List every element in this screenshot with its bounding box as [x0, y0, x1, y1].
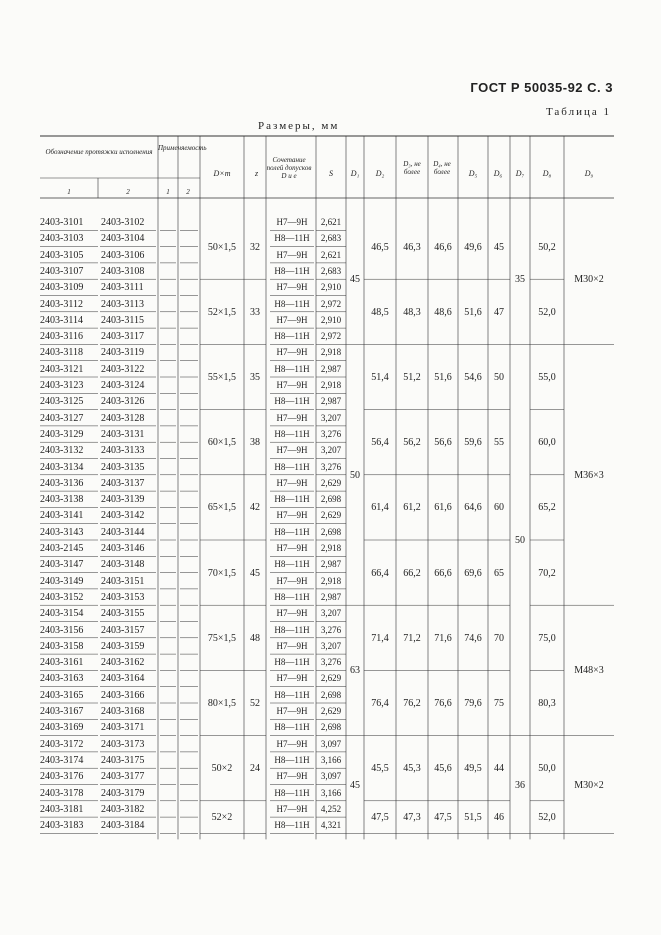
row-code-2: 2403-3108 [101, 265, 145, 277]
row-s-value: 3,207 [320, 640, 342, 651]
group-d5: 79,6 [464, 698, 482, 709]
row-code-2: 2403-3102 [101, 217, 145, 228]
row-code-2: 2403-3135 [101, 461, 145, 473]
row-s-value: 2,698 [320, 689, 342, 700]
row-s-value: 2,918 [320, 575, 342, 586]
row-s-value: 2,918 [320, 380, 342, 390]
group-d8: 80,3 [538, 698, 556, 709]
row-code-2: 2403-3137 [101, 477, 145, 489]
d1-value: 63 [350, 665, 360, 677]
row-tolerance: H7—9H [276, 217, 308, 227]
row-s-value: 4,252 [320, 803, 342, 814]
group-d5: 64,6 [464, 502, 482, 514]
row-code-1: 2403-3163 [40, 673, 84, 685]
row-s-value: 3,276 [320, 657, 342, 668]
col-d1-header: D₁ [350, 169, 360, 178]
row-code-1: 2403-3103 [40, 233, 84, 245]
row-tolerance: H8—11H [274, 754, 310, 765]
d9-value: M30×2 [574, 274, 604, 286]
group-d3: 51,2 [403, 372, 421, 383]
row-code-1: 2403-3141 [40, 510, 84, 522]
row-code-1: 2403-3127 [40, 412, 84, 424]
row-code-1: 2403-3154 [40, 608, 84, 620]
row-code-1: 2403-3149 [40, 575, 84, 587]
page-header: ГОСТ Р 50035-92 С. 3 [470, 80, 613, 95]
col-d3-header: D₃, не более [403, 160, 421, 176]
row-code-1: 2403-3143 [40, 526, 84, 538]
row-s-value: 3,166 [320, 754, 342, 765]
group-dxm: 52×2 [211, 812, 233, 824]
group-d6: 44 [494, 763, 504, 775]
col-s-header: S [329, 169, 333, 178]
d1-value: 45 [350, 274, 360, 286]
group-d4: 56,6 [434, 437, 452, 449]
row-code-2: 2403-3179 [101, 787, 145, 799]
group-d8: 50,2 [538, 241, 556, 253]
row-code-2: 2403-3159 [101, 640, 145, 652]
row-s-value: 3,166 [320, 787, 342, 798]
group-d3: 76,2 [403, 698, 421, 709]
row-tolerance: H8—11H [274, 298, 310, 309]
row-code-1: 2403-3181 [40, 803, 84, 815]
row-s-value: 3,097 [320, 771, 342, 782]
d7-value: 35 [515, 274, 525, 286]
group-d6: 75 [494, 698, 504, 709]
row-code-1: 2403-3121 [40, 363, 84, 375]
row-s-value: 2,629 [320, 673, 342, 684]
group-d8: 60,0 [538, 437, 556, 449]
group-dxm: 60×1,5 [207, 437, 237, 449]
group-d3: 56,2 [403, 437, 421, 449]
group-d2: 56,4 [371, 437, 389, 449]
row-s-value: 2,629 [320, 477, 342, 488]
row-code-2: 2403-3126 [101, 396, 145, 408]
group-d2: 76,4 [371, 698, 389, 709]
col-d5-header: D₅ [468, 169, 478, 178]
group-d2: 45,5 [371, 763, 389, 775]
col-num-4: 2 [186, 188, 190, 196]
group-d8: 50,0 [538, 763, 556, 775]
row-tolerance: H7—9H [276, 249, 308, 260]
row-s-value: 2,987 [320, 559, 342, 570]
row-code-2: 2403-3139 [101, 494, 145, 506]
group-z: 38 [250, 437, 260, 449]
row-code-2: 2403-3148 [101, 559, 145, 571]
group-d5: 49,5 [464, 763, 482, 775]
group-d3: 46,3 [403, 241, 421, 253]
group-dxm: 50×2 [211, 763, 233, 775]
row-tolerance: H8—11H [274, 591, 310, 602]
row-s-value: 4,321 [320, 820, 342, 831]
row-code-1: 2403-3105 [40, 249, 84, 261]
sizes-label: Размеры, мм [258, 120, 340, 132]
row-s-value: 2,972 [320, 298, 342, 309]
row-s-value: 2,698 [320, 494, 342, 505]
row-s-value: 3,276 [320, 461, 342, 472]
row-code-2: 2403-3162 [101, 657, 145, 669]
col-d2-header: D₂ [375, 169, 385, 178]
group-d6: 60 [494, 502, 504, 514]
row-code-1: 2403-3152 [40, 591, 84, 603]
row-s-value: 3,207 [320, 445, 342, 456]
col-z-header: z [254, 169, 259, 178]
row-tolerance: H7—9H [276, 510, 308, 521]
group-dxm: 65×1,5 [207, 502, 237, 514]
col-num-2: 2 [126, 188, 130, 196]
group-d3: 71,2 [403, 632, 421, 644]
row-s-value: 3,097 [320, 738, 342, 749]
row-tolerance: H8—11H [274, 396, 310, 407]
row-tolerance: H7—9H [276, 347, 308, 358]
group-dxm: 52×1,5 [207, 306, 237, 318]
row-code-2: 2403-3128 [101, 412, 145, 424]
row-code-1: 2403-3134 [40, 461, 84, 473]
row-code-1: 2403-3112 [40, 298, 83, 310]
row-tolerance: H8—11H [274, 428, 310, 439]
row-code-2: 2403-3173 [101, 738, 145, 750]
row-code-1: 2403-3183 [40, 820, 84, 832]
col-d8-header: D₈ [542, 169, 552, 178]
row-s-value: 2,910 [320, 314, 342, 325]
row-tolerance: H7—9H [276, 608, 308, 619]
group-z: 32 [250, 241, 260, 253]
row-tolerance: H8—11H [274, 722, 310, 733]
row-code-1: 2403-3156 [40, 624, 84, 636]
group-d2: 46,5 [371, 241, 389, 253]
group-dxm: 80×1,5 [207, 698, 237, 709]
group-z: 45 [250, 567, 260, 579]
group-d6: 45 [494, 241, 504, 253]
group-d6: 65 [494, 567, 504, 579]
row-tolerance: H8—11H [274, 494, 310, 505]
row-code-2: 2403-3142 [101, 510, 145, 522]
row-code-1: 2403-3132 [40, 445, 84, 457]
group-d2: 47,5 [371, 812, 389, 824]
row-code-2: 2403-3155 [101, 608, 145, 620]
row-tolerance: H7—9H [276, 314, 308, 325]
col-num-1: 1 [67, 188, 71, 196]
row-tolerance: H7—9H [276, 380, 308, 390]
row-code-1: 2403-3136 [40, 477, 84, 489]
row-code-2: 2403-3133 [101, 445, 145, 457]
table-label: Таблица 1 [545, 106, 611, 118]
row-code-2: 2403-3124 [101, 380, 145, 391]
group-z: 24 [250, 763, 260, 775]
row-code-2: 2403-3157 [101, 624, 145, 636]
col-num-3: 1 [166, 188, 170, 196]
row-code-2: 2403-3144 [101, 526, 145, 538]
group-d5: 69,6 [464, 567, 482, 579]
d7-value: 50 [515, 535, 525, 546]
group-d3: 66,2 [403, 567, 421, 579]
d9-value: M30×2 [574, 779, 604, 791]
row-tolerance: H7—9H [276, 771, 308, 782]
group-d5: 51,6 [464, 306, 482, 318]
row-code-2: 2403-3146 [101, 543, 145, 554]
row-tolerance: H8—11H [274, 787, 310, 798]
row-code-1: 2403-3161 [40, 657, 84, 669]
group-d5: 59,6 [464, 437, 482, 449]
row-code-2: 2403-3151 [101, 575, 145, 587]
group-d6: 55 [494, 437, 504, 449]
group-d2: 61,4 [371, 502, 389, 514]
group-d3: 61,2 [403, 502, 421, 514]
row-tolerance: H7—9H [276, 412, 308, 423]
row-tolerance: H8—11H [274, 233, 310, 244]
group-d5: 51,5 [464, 812, 482, 824]
row-tolerance: H7—9H [276, 477, 308, 488]
group-dxm: 70×1,5 [207, 567, 237, 579]
row-code-1: 2403-3129 [40, 428, 84, 440]
row-s-value: 2,621 [320, 249, 342, 260]
row-code-1: 2403-3116 [40, 331, 83, 343]
row-s-value: 2,972 [320, 331, 342, 342]
row-s-value: 2,987 [320, 396, 342, 407]
row-code-1: 2403-3118 [40, 347, 83, 359]
row-code-2: 2403-3122 [101, 363, 145, 375]
group-d4: 71,6 [434, 632, 452, 644]
row-tolerance: H8—11H [274, 689, 310, 700]
group-d6: 47 [494, 306, 504, 318]
group-z: 52 [250, 698, 260, 709]
row-code-1: 2403-3109 [40, 282, 84, 294]
row-code-1: 2403-3107 [40, 265, 84, 277]
row-code-2: 2403-3104 [101, 233, 145, 245]
group-d2: 51,4 [371, 372, 389, 383]
row-code-2: 2403-3106 [101, 249, 145, 261]
row-code-1: 2403-3176 [40, 771, 84, 783]
row-tolerance: H7—9H [276, 282, 308, 293]
group-z: 42 [250, 502, 260, 514]
row-tolerance: H8—11H [274, 526, 310, 537]
row-s-value: 3,207 [320, 412, 342, 423]
row-s-value: 2,918 [320, 543, 342, 553]
row-code-2: 2403-3113 [101, 298, 144, 310]
row-tolerance: H7—9H [276, 803, 308, 814]
row-s-value: 3,276 [320, 428, 342, 439]
row-s-value: 3,207 [320, 608, 342, 619]
row-tolerance: H7—9H [276, 706, 308, 716]
row-tolerance: H7—9H [276, 673, 308, 684]
group-d4: 51,6 [434, 372, 452, 383]
row-code-2: 2403-3184 [101, 820, 145, 832]
group-d6: 70 [494, 632, 504, 644]
row-tolerance: H8—11H [274, 820, 310, 831]
row-code-2: 2403-3111 [101, 282, 144, 294]
row-code-2: 2403-3168 [101, 706, 145, 717]
row-code-1: 2403-3172 [40, 738, 84, 750]
row-s-value: 2,629 [320, 510, 342, 521]
row-s-value: 2,918 [320, 347, 342, 358]
row-tolerance: H8—11H [274, 559, 310, 570]
group-d3: 47,3 [403, 812, 421, 824]
row-code-2: 2403-3164 [101, 673, 145, 685]
row-code-1: 2403-3147 [40, 559, 84, 571]
row-tolerance: H7—9H [276, 738, 308, 749]
group-dxm: 75×1,5 [207, 632, 237, 644]
group-dxm: 50×1,5 [207, 241, 237, 253]
group-d5: 74,6 [464, 632, 482, 644]
group-d4: 47,5 [434, 812, 452, 824]
row-code-1: 2403-3123 [40, 380, 84, 391]
row-code-2: 2403-3166 [101, 689, 145, 701]
group-dxm: 55×1,5 [207, 372, 237, 383]
group-d4: 66,6 [434, 567, 452, 579]
group-d8: 55,0 [538, 372, 556, 383]
row-code-1: 2403-3114 [40, 314, 83, 326]
group-d2: 66,4 [371, 567, 389, 579]
col-designation-header: Обозначение протяжки исполнения [45, 148, 153, 156]
row-tolerance: H8—11H [274, 331, 310, 342]
group-z: 33 [250, 306, 260, 318]
group-d4: 76,6 [434, 698, 452, 709]
col-d4-header: D₄, не более [433, 160, 451, 176]
row-code-1: 2403-3138 [40, 494, 84, 506]
row-code-1: 2403-3101 [40, 217, 84, 228]
d9-value: M36×3 [574, 469, 604, 481]
row-s-value: 2,629 [320, 706, 342, 716]
group-d8: 52,0 [538, 812, 556, 824]
group-d3: 45,3 [403, 763, 421, 775]
row-code-2: 2403-3175 [101, 754, 145, 766]
col-d9-header: D₉ [584, 169, 594, 178]
row-code-2: 2403-3177 [101, 771, 145, 783]
col-d7-header: D₇ [515, 169, 525, 178]
group-z: 35 [250, 372, 260, 383]
row-tolerance: H8—11H [274, 363, 310, 374]
group-d2: 71,4 [371, 632, 389, 644]
row-tolerance: H8—11H [274, 624, 310, 635]
row-tolerance: H8—11H [274, 265, 310, 276]
group-d2: 48,5 [371, 306, 389, 318]
row-code-2: 2403-3119 [101, 347, 144, 359]
group-d4: 61,6 [434, 502, 452, 514]
row-code-2: 2403-3117 [101, 331, 144, 343]
row-tolerance: H7—9H [276, 640, 308, 651]
group-d6: 46 [494, 812, 504, 824]
row-code-2: 2403-3153 [101, 591, 145, 603]
col-note-header: Применяемость [158, 144, 207, 152]
row-s-value: 2,621 [320, 217, 342, 227]
row-code-1: 2403-2145 [40, 543, 84, 554]
d1-value: 50 [350, 469, 360, 481]
group-d8: 70,2 [538, 567, 556, 579]
row-tolerance: H8—11H [274, 657, 310, 668]
row-code-1: 2403-3178 [40, 787, 84, 799]
row-tolerance: H8—11H [274, 461, 310, 472]
d7-value: 36 [515, 779, 525, 791]
row-code-2: 2403-3115 [101, 314, 144, 326]
group-d6: 50 [494, 372, 504, 383]
group-d5: 54,6 [464, 372, 482, 383]
row-s-value: 2,987 [320, 591, 342, 602]
group-d4: 46,6 [434, 241, 452, 253]
row-s-value: 2,683 [320, 265, 342, 276]
row-code-2: 2403-3171 [101, 722, 145, 734]
d1-value: 45 [350, 779, 360, 791]
row-tolerance: H7—9H [276, 445, 308, 456]
row-s-value: 2,987 [320, 363, 342, 374]
row-s-value: 2,698 [320, 526, 342, 537]
group-d4: 48,6 [434, 306, 452, 318]
row-code-1: 2403-3125 [40, 396, 84, 408]
row-code-1: 2403-3165 [40, 689, 84, 701]
col-d6-header: D₆ [493, 169, 503, 178]
group-d8: 75,0 [538, 632, 556, 644]
group-z: 48 [250, 632, 260, 644]
group-d4: 45,6 [434, 763, 452, 775]
row-s-value: 2,683 [320, 233, 342, 244]
row-tolerance: H7—9H [276, 575, 308, 586]
col-tolerance-header: Сочетание полей допусков D и e [266, 156, 312, 180]
group-d8: 52,0 [538, 306, 556, 318]
group-d8: 65,2 [538, 502, 556, 514]
row-s-value: 2,698 [320, 722, 342, 733]
row-code-1: 2403-3174 [40, 754, 84, 766]
col-dxm-header: D×m [213, 169, 231, 178]
row-code-1: 2403-3158 [40, 640, 84, 652]
row-code-1: 2403-3167 [40, 706, 84, 717]
d9-value: M48×3 [574, 665, 604, 677]
row-code-1: 2403-3169 [40, 722, 84, 734]
group-d5: 49,6 [464, 241, 482, 253]
group-d3: 48,3 [403, 306, 421, 318]
row-code-2: 2403-3131 [101, 428, 145, 440]
row-s-value: 3,276 [320, 624, 342, 635]
row-tolerance: H7—9H [276, 543, 308, 553]
row-code-2: 2403-3182 [101, 803, 145, 815]
row-s-value: 2,910 [320, 282, 342, 293]
